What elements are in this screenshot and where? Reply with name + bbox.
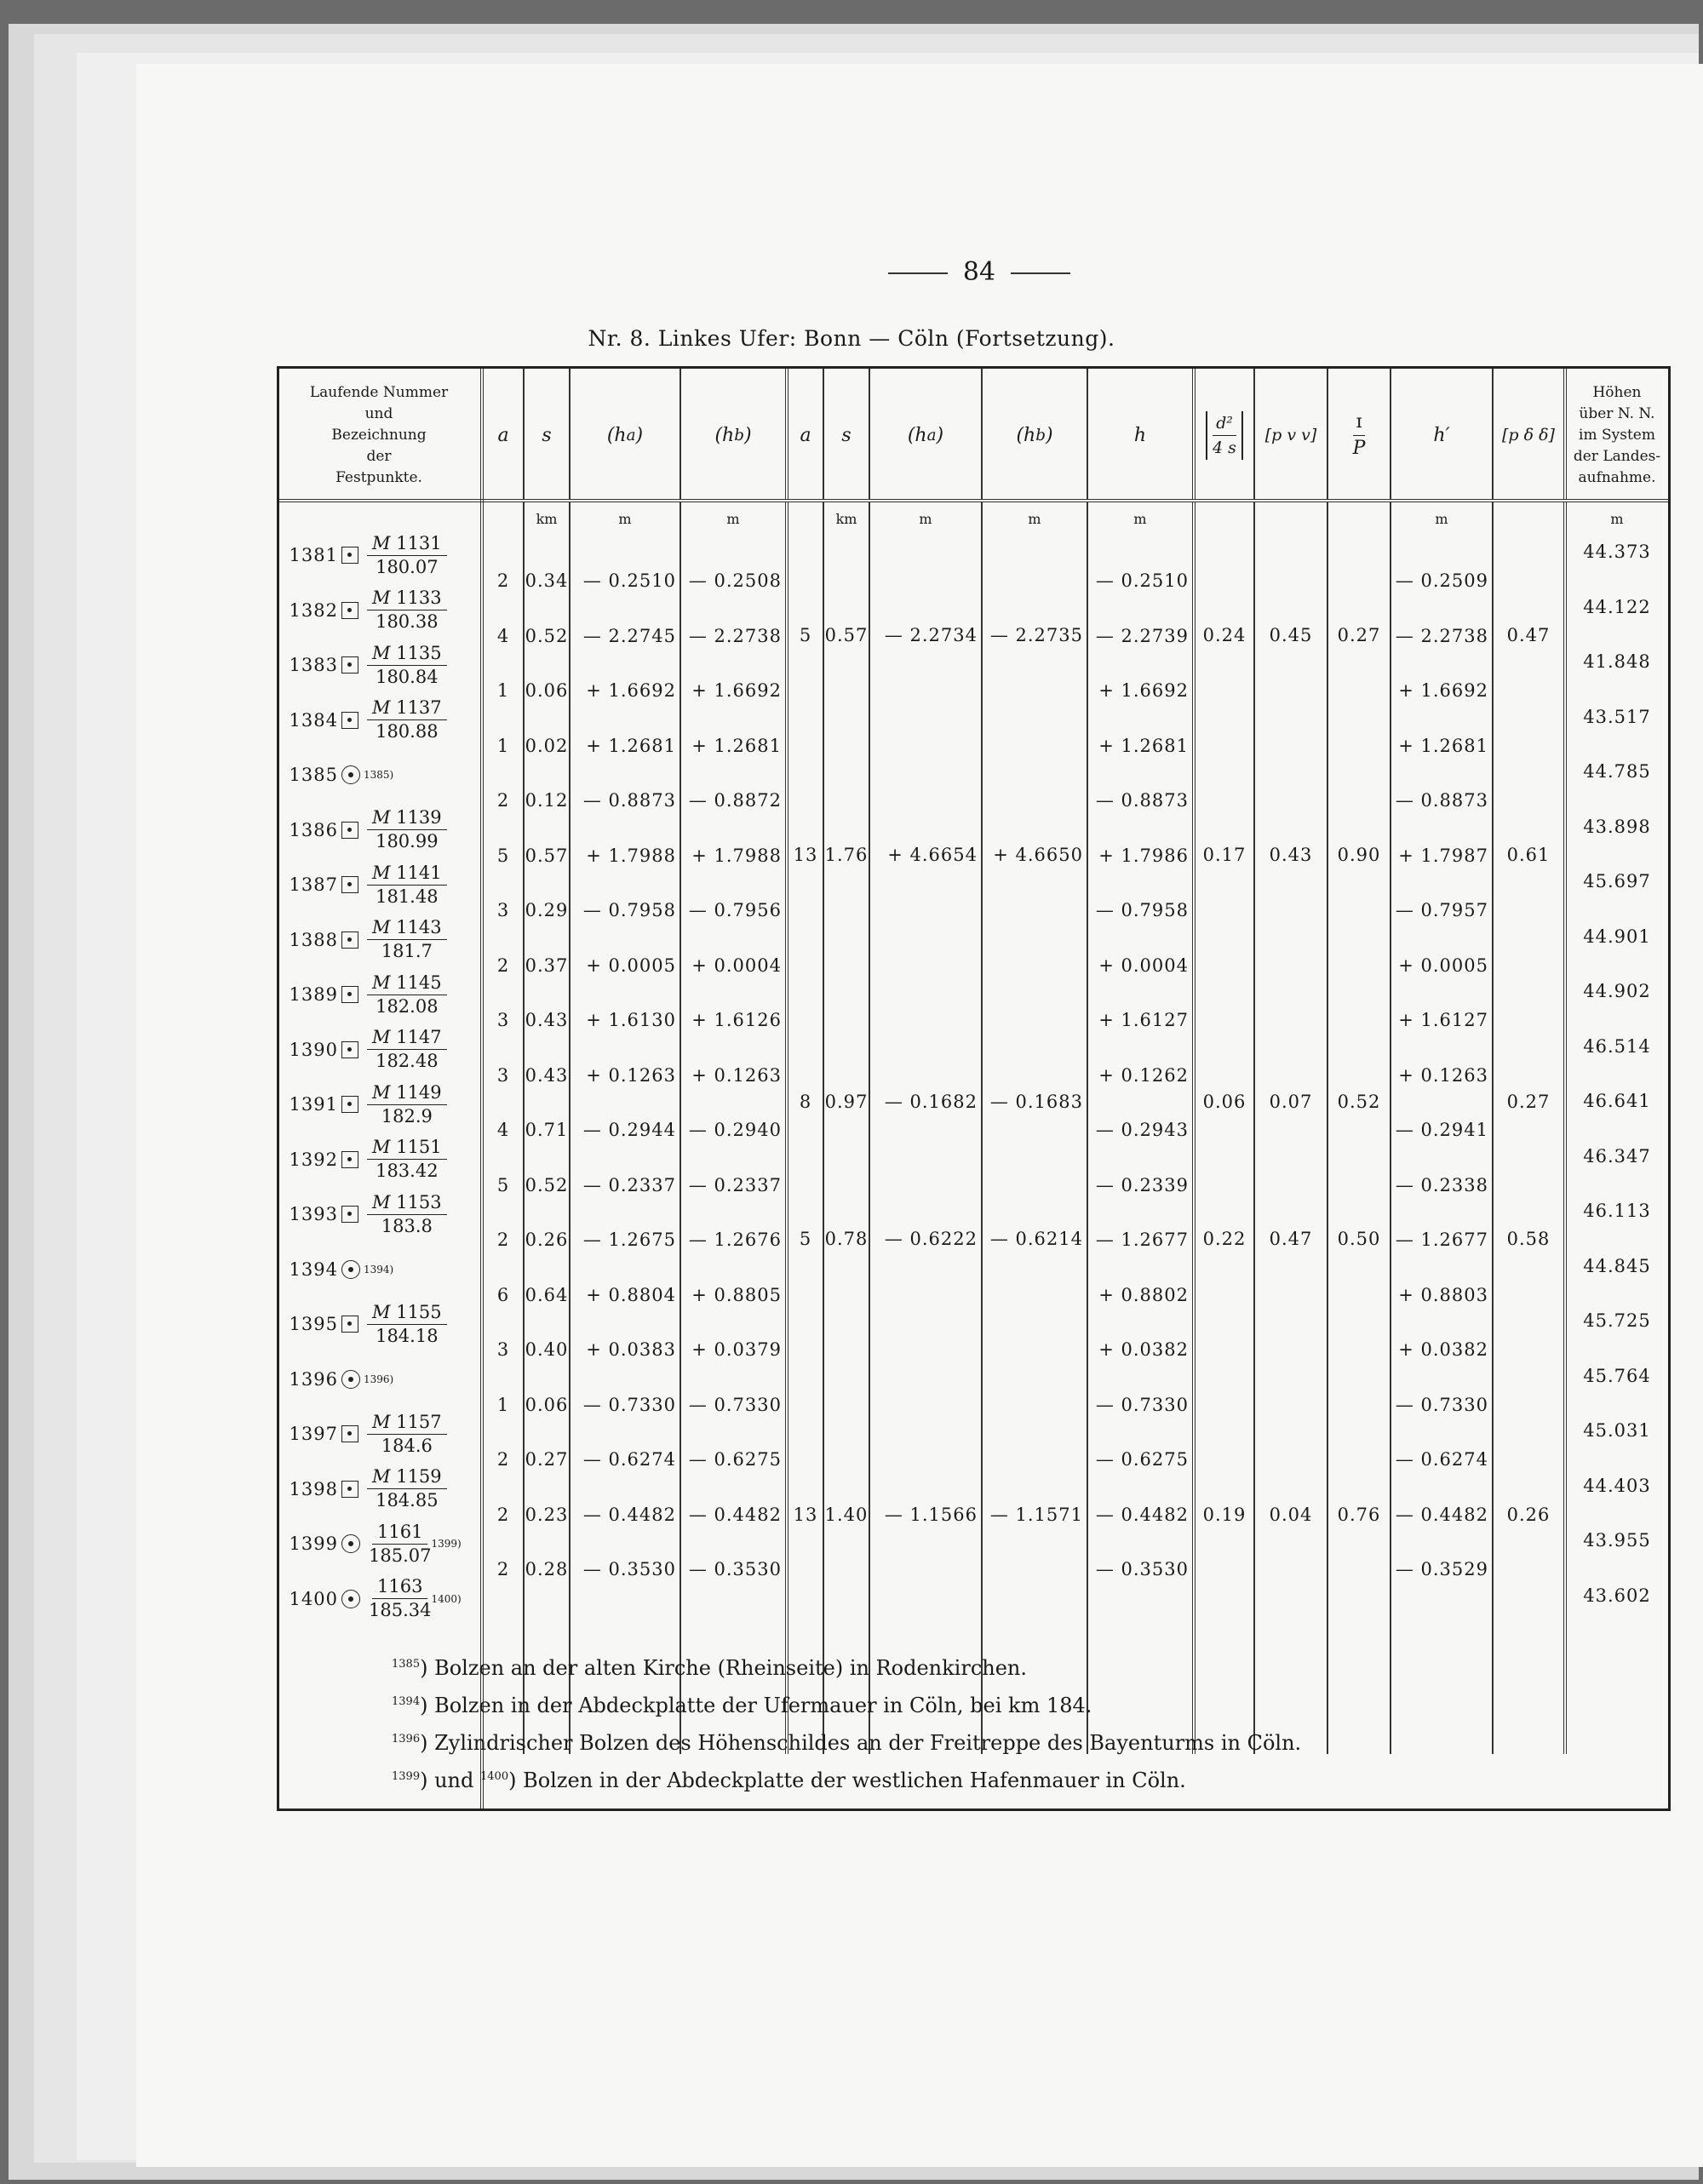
section-hb-value: + 0.8805	[691, 1284, 782, 1305]
group-a-value: 8	[799, 1092, 812, 1112]
group-d-value: 0.06	[1202, 1092, 1247, 1112]
section-h-value: + 0.1262	[1098, 1064, 1189, 1086]
section-s-value: 0.52	[525, 1174, 569, 1195]
header-a2: a	[800, 424, 811, 446]
section-a-value: 2	[496, 1449, 510, 1470]
footnote-ref: 1396)	[364, 1373, 394, 1385]
footnote: $^{1399}$) und $^{1400}$) Bolzen in der Abdeckplatte der westlichen Hafenmauer in Cöln.	[392, 1768, 1186, 1792]
point-label	[285, 585, 447, 636]
point-label	[285, 969, 447, 1020]
group-d-value: 0.24	[1202, 625, 1247, 645]
point-fraction: $\frac{M 1155}{184.18}$	[367, 1301, 447, 1348]
point-number: 1385	[289, 765, 338, 785]
hoehe-value: 44.902	[1583, 981, 1651, 1001]
section-s-value: 0.12	[525, 790, 569, 811]
hoehe-value: 45.725	[1583, 1310, 1651, 1331]
group-a-value: 5	[799, 625, 812, 645]
circle-marker-icon	[341, 1534, 360, 1553]
section-a-value: 1	[496, 1394, 510, 1415]
section-hb-value: + 1.6692	[691, 680, 782, 701]
footnote: $^{1396}$) Zylindrischer Bolzen des Höhenschildes an der Freitreppe des Bayenturms in Cöln.	[392, 1731, 1302, 1755]
footnote-ref: 1394)	[364, 1263, 394, 1275]
group-p-value: 0.76	[1337, 1505, 1381, 1525]
section-hb-value: — 0.7330	[688, 1394, 782, 1415]
point-number: 1395	[289, 1314, 338, 1334]
hoehe-value: 44.785	[1583, 761, 1651, 782]
section-a-value: 5	[496, 1174, 510, 1195]
box-marker-icon	[341, 1425, 358, 1442]
hoehe-value: 44.901	[1583, 926, 1651, 947]
hoehe-value: 43.517	[1583, 706, 1651, 727]
unit-hb2: m	[1028, 511, 1041, 527]
section-hp-value: — 0.7957	[1395, 900, 1488, 920]
section-ha-value: + 1.6130	[586, 1010, 676, 1030]
unit-s1: km	[536, 511, 558, 527]
circle-marker-icon	[341, 1260, 360, 1279]
col-rule	[1192, 502, 1196, 1754]
hoehe-value: 41.848	[1583, 651, 1651, 672]
point-number: 1400	[289, 1588, 338, 1609]
section-hp-value: — 0.2941	[1395, 1120, 1488, 1140]
section-s-value: 0.29	[525, 900, 569, 920]
section-hp-value: + 0.0005	[1398, 954, 1488, 976]
circle-marker-icon	[341, 1370, 360, 1389]
section-hp-value: + 1.6692	[1398, 680, 1488, 701]
col-rule	[1492, 502, 1494, 1754]
section-s-value: 0.52	[525, 625, 569, 646]
hoehe-value: 43.898	[1583, 816, 1651, 837]
section-hp-value: + 0.8803	[1398, 1284, 1488, 1305]
section-hb-value: — 0.7956	[688, 900, 782, 920]
point-label	[285, 1244, 393, 1295]
section-ha-value: — 0.8873	[582, 790, 676, 811]
section-ha-value: + 1.2681	[586, 735, 676, 756]
section-s-value: 0.28	[525, 1559, 569, 1579]
unit-ha1: m	[618, 511, 632, 527]
section-s-value: 0.23	[525, 1504, 569, 1525]
point-label	[285, 749, 393, 800]
group-pdd-value: 0.27	[1506, 1092, 1551, 1112]
point-number: 1397	[289, 1424, 338, 1444]
box-marker-icon	[341, 822, 358, 839]
section-s-value: 0.43	[525, 1010, 569, 1030]
point-fraction: $\frac{M 1153}{183.8}$	[367, 1191, 447, 1238]
section-s-value: 0.06	[525, 680, 569, 701]
section-ha-value: — 0.2337	[582, 1174, 676, 1195]
group-p-value: 0.52	[1337, 1092, 1381, 1112]
group-pdd-value: 0.58	[1506, 1229, 1551, 1249]
group-hb-value: — 0.1683	[989, 1092, 1083, 1112]
box-marker-icon	[341, 1151, 358, 1168]
box-marker-icon	[341, 1316, 358, 1333]
section-hp-value: — 0.8873	[1395, 790, 1488, 811]
circle-marker-icon	[341, 1590, 360, 1608]
section-hb-value: + 0.0379	[691, 1339, 782, 1360]
point-number: 1394	[289, 1258, 338, 1280]
box-marker-icon	[341, 1041, 358, 1058]
section-a-value: 2	[496, 1559, 510, 1579]
section-h-value: + 1.6127	[1098, 1010, 1189, 1030]
group-hb-value: — 1.1571	[989, 1505, 1083, 1525]
box-marker-icon	[341, 876, 358, 893]
point-number: 1382	[289, 599, 338, 621]
section-hb-value: — 2.2738	[688, 625, 782, 646]
section-a-value: 2	[496, 570, 510, 591]
point-fraction: $\frac{M 1131}{180.07}$	[367, 532, 447, 579]
header-a1: a	[497, 424, 509, 446]
group-d-value: 0.22	[1202, 1229, 1247, 1249]
group-s-value: 0.57	[824, 625, 869, 645]
section-a-value: 3	[496, 1064, 510, 1086]
footnote-ref: 1399)	[431, 1538, 462, 1550]
header-hprime: h′	[1433, 424, 1450, 446]
point-fraction: $\frac{M 1157}{184.6}$	[367, 1411, 447, 1458]
section-hp-value: + 1.2681	[1398, 735, 1488, 756]
section-s-value: 0.64	[525, 1284, 569, 1305]
group-ha-value: — 0.6222	[884, 1229, 978, 1249]
section-ha-value: — 0.7330	[582, 1394, 676, 1415]
header-s2: s	[841, 424, 852, 446]
group-p-value: 0.27	[1337, 625, 1381, 645]
hoehe-value: 45.031	[1583, 1420, 1651, 1441]
point-number: 1389	[289, 984, 338, 1005]
section-hb-value: — 0.2940	[688, 1120, 782, 1140]
footnote: $^{1394}$) Bolzen in der Abdeckplatte der Ufermauer in Cöln, bei km 184.	[392, 1694, 1092, 1717]
box-marker-icon	[341, 547, 358, 564]
header-rule	[279, 499, 1668, 502]
point-fraction: $\frac{1161}{185.07}$	[369, 1521, 432, 1566]
section-a-value: 2	[496, 790, 510, 811]
group-ha-value: — 2.2734	[884, 625, 978, 645]
hoehe-value: 46.113	[1583, 1201, 1651, 1221]
section-ha-value: — 1.2675	[582, 1230, 676, 1250]
section-s-value: 0.26	[525, 1230, 569, 1250]
section-hp-value: — 0.7330	[1395, 1394, 1488, 1415]
section-h-value: + 1.7986	[1098, 845, 1189, 866]
section-s-value: 0.43	[525, 1064, 569, 1086]
header-festpunkte: Laufende Nummer und Bezeichnung der Festpunkte.	[309, 383, 449, 486]
header-pdd: [p δ δ]	[1502, 426, 1555, 444]
section-hb-value: + 1.6126	[691, 1010, 782, 1030]
point-fraction: $\frac{M 1159}{184.85}$	[367, 1465, 447, 1512]
section-hp-value: + 0.1263	[1398, 1064, 1488, 1086]
group-pdd-value: 0.47	[1506, 625, 1551, 645]
point-number: 1392	[289, 1149, 338, 1170]
section-ha-value: + 0.0005	[586, 954, 676, 976]
group-pvv-value: 0.43	[1269, 845, 1313, 865]
point-fraction: $\frac{M 1137}{180.88}$	[367, 696, 447, 743]
section-s-value: 0.02	[525, 735, 569, 756]
group-pvv-value: 0.07	[1269, 1092, 1313, 1112]
section-a-value: 1	[496, 680, 510, 701]
footnote: $^{1385}$) Bolzen an der alten Kirche (Rheinseite) in Rodenkirchen.	[392, 1656, 1028, 1680]
group-ha-value: — 1.1566	[884, 1505, 978, 1525]
section-h-value: — 0.7958	[1095, 900, 1189, 920]
group-pvv-value: 0.45	[1269, 625, 1313, 645]
point-label	[285, 914, 447, 966]
group-s-value: 0.78	[824, 1229, 869, 1249]
point-label	[285, 1024, 447, 1075]
group-p-value: 0.90	[1337, 845, 1381, 865]
group-ha-value: + 4.6654	[887, 845, 978, 865]
group-s-value: 1.76	[824, 845, 869, 865]
point-label	[285, 639, 447, 691]
section-h-value: — 0.2339	[1095, 1174, 1189, 1195]
section-hp-value: — 0.2509	[1395, 570, 1488, 591]
col-rule	[869, 502, 870, 1754]
section-s-value: 0.34	[525, 570, 569, 591]
section-hb-value: — 0.6275	[688, 1449, 782, 1470]
point-label	[285, 1354, 393, 1405]
point-fraction: $\frac{1163}{185.34}$	[369, 1576, 432, 1620]
section-h-value: — 0.3530	[1095, 1559, 1189, 1579]
header-d2-4s: d² 4 s	[1196, 371, 1253, 499]
section-s-value: 0.71	[525, 1120, 569, 1140]
table-caption: Nr. 8. Linkes Ufer: Bonn — Cöln (Fortsetzung).	[588, 326, 1115, 351]
section-ha-value: — 0.7958	[582, 900, 676, 920]
point-label	[285, 859, 447, 910]
group-pdd-value: 0.61	[1506, 845, 1551, 865]
section-hp-value: — 0.6274	[1395, 1449, 1488, 1470]
section-a-value: 3	[496, 1339, 510, 1360]
point-number: 1399	[289, 1533, 338, 1554]
section-ha-value: + 0.1263	[586, 1064, 676, 1086]
section-hb-value: — 0.4482	[688, 1504, 782, 1525]
header-pvv: [p v v]	[1264, 426, 1317, 444]
circle-marker-icon	[341, 765, 360, 784]
section-hp-value: + 1.6127	[1398, 1010, 1488, 1030]
section-h-value: — 2.2739	[1095, 625, 1189, 646]
section-hb-value: + 1.7988	[691, 845, 782, 866]
section-h-value: + 0.0382	[1098, 1339, 1189, 1360]
header-hb2: (h b )	[1016, 424, 1053, 446]
box-marker-icon	[341, 1481, 358, 1498]
point-number: 1391	[289, 1094, 338, 1115]
point-number: 1383	[289, 655, 338, 675]
section-a-value: 4	[496, 1120, 510, 1140]
group-s-value: 1.40	[824, 1505, 869, 1525]
section-ha-value: + 1.7988	[586, 845, 676, 866]
section-s-value: 0.06	[525, 1394, 569, 1415]
section-hp-value: — 0.2338	[1395, 1174, 1488, 1195]
hoehe-value: 45.697	[1583, 871, 1651, 891]
col-rule	[1563, 502, 1567, 1754]
point-fraction: $\frac{M 1135}{180.84}$	[367, 642, 447, 689]
section-ha-value: — 0.2944	[582, 1120, 676, 1140]
point-label	[285, 1464, 447, 1515]
point-number: 1396	[289, 1368, 338, 1390]
point-label	[285, 695, 447, 746]
box-marker-icon	[341, 986, 358, 1003]
group-a-value: 5	[799, 1229, 812, 1249]
group-d-value: 0.17	[1202, 845, 1247, 865]
point-fraction: $\frac{M 1151}{183.42}$	[367, 1136, 447, 1183]
group-hb-value: — 2.2735	[989, 625, 1083, 645]
unit-hprime: m	[1435, 511, 1448, 527]
unit-h: m	[1133, 511, 1147, 527]
col-rule	[981, 502, 983, 1754]
section-hb-value: + 0.1263	[691, 1064, 782, 1086]
section-a-value: 2	[496, 954, 510, 976]
group-d-value: 0.19	[1202, 1505, 1247, 1525]
section-ha-value: — 0.2510	[582, 570, 676, 591]
box-marker-icon	[341, 712, 358, 729]
header-ha2: (h a )	[907, 424, 944, 446]
unit-hoehen: m	[1610, 511, 1624, 527]
point-number: 1381	[289, 545, 338, 565]
box-marker-icon	[341, 931, 358, 949]
section-a-value: 3	[496, 900, 510, 920]
section-hp-value: — 1.2677	[1395, 1230, 1488, 1250]
section-h-value: — 0.4482	[1095, 1504, 1189, 1525]
section-hb-value: + 0.0004	[691, 954, 782, 976]
hoehe-value: 46.641	[1583, 1091, 1651, 1111]
point-number: 1390	[289, 1039, 338, 1060]
unit-hb1: m	[726, 511, 740, 527]
group-a-value: 13	[793, 845, 818, 865]
section-h-value: — 0.2510	[1095, 570, 1189, 591]
box-marker-icon	[341, 602, 358, 619]
group-a-value: 13	[793, 1505, 818, 1525]
section-h-value: — 1.2677	[1095, 1230, 1189, 1250]
point-number: 1388	[289, 929, 338, 950]
point-label	[285, 805, 447, 856]
point-fraction: $\frac{M 1147}{182.48}$	[367, 1026, 447, 1073]
point-number: 1398	[289, 1478, 338, 1499]
hoehe-value: 44.845	[1583, 1255, 1651, 1276]
point-fraction: $\frac{M 1139}{180.99}$	[367, 806, 447, 853]
section-ha-value: — 0.4482	[582, 1504, 676, 1525]
section-a-value: 6	[496, 1284, 510, 1305]
unit-ha2: m	[919, 511, 932, 527]
group-s-value: 0.97	[824, 1092, 869, 1112]
hoehe-value: 44.373	[1583, 542, 1651, 562]
point-fraction: $\frac{M 1133}{180.38}$	[367, 587, 447, 633]
hoehe-value: 44.403	[1583, 1475, 1651, 1496]
point-number: 1384	[289, 709, 338, 731]
section-hb-value: — 0.2337	[688, 1174, 782, 1195]
group-pdd-value: 0.26	[1506, 1505, 1551, 1525]
point-label	[285, 1079, 447, 1130]
point-fraction: $\frac{M 1141}{181.48}$	[367, 862, 447, 909]
box-marker-icon	[341, 1206, 358, 1223]
section-ha-value: — 0.6274	[582, 1449, 676, 1470]
section-hb-value: + 1.2681	[691, 735, 782, 756]
group-hb-value: — 0.6214	[989, 1229, 1083, 1249]
footnotes	[392, 1648, 1301, 1797]
point-label	[285, 1189, 447, 1240]
section-ha-value: + 0.0383	[586, 1339, 676, 1360]
hoehe-value: 46.514	[1583, 1035, 1651, 1057]
point-label	[285, 1134, 447, 1185]
section-h-value: — 0.6275	[1095, 1449, 1189, 1470]
group-ha-value: — 0.1682	[884, 1092, 978, 1112]
section-s-value: 0.57	[525, 845, 569, 866]
section-a-value: 4	[496, 625, 510, 646]
section-h-value: + 1.2681	[1098, 735, 1189, 756]
section-a-value: 5	[496, 845, 510, 866]
section-hp-value: + 1.7987	[1398, 845, 1488, 866]
section-ha-value: + 1.6692	[586, 680, 676, 701]
point-label	[285, 1574, 462, 1625]
group-pvv-value: 0.04	[1269, 1505, 1313, 1525]
col-rule	[785, 502, 788, 1754]
point-fraction: $\frac{M 1143}{181.7}$	[367, 916, 447, 963]
point-number: 1386	[289, 819, 338, 840]
point-label	[285, 1518, 462, 1569]
unit-s2: km	[835, 511, 857, 527]
point-fraction: $\frac{M 1149}{182.9}$	[367, 1081, 447, 1128]
section-h-value: + 1.6692	[1098, 680, 1189, 701]
col-rule	[1327, 502, 1328, 1754]
section-hb-value: — 0.8872	[688, 790, 782, 811]
group-pvv-value: 0.47	[1269, 1229, 1313, 1249]
point-label	[285, 1298, 447, 1350]
group-hb-value: + 4.6650	[993, 845, 1083, 865]
section-h-value: + 0.0004	[1098, 954, 1189, 976]
hoehe-value: 43.955	[1583, 1530, 1651, 1551]
section-h-value: — 0.2943	[1095, 1120, 1189, 1140]
page-number: 84	[869, 257, 1090, 287]
section-a-value: 3	[496, 1010, 510, 1030]
section-ha-value: — 0.3530	[582, 1559, 676, 1579]
hoehe-value: 43.602	[1583, 1585, 1651, 1606]
hoehe-value: 46.347	[1583, 1145, 1651, 1167]
section-hp-value: + 0.0382	[1398, 1339, 1488, 1360]
point-fraction: $\frac{M 1145}{182.08}$	[367, 972, 447, 1018]
point-label	[285, 530, 447, 581]
section-hb-value: — 0.2508	[688, 570, 782, 591]
section-hp-value: — 0.3529	[1395, 1559, 1488, 1579]
section-h-value: + 0.8802	[1098, 1284, 1189, 1305]
section-hp-value: — 0.4482	[1395, 1504, 1488, 1525]
section-a-value: 2	[496, 1504, 510, 1525]
col-rule	[823, 502, 824, 1754]
hoehe-value: 45.764	[1583, 1365, 1651, 1386]
point-number: 1393	[289, 1204, 338, 1224]
col-rule	[1253, 502, 1255, 1754]
point-label	[285, 1408, 447, 1459]
section-h-value: — 0.8873	[1095, 790, 1189, 811]
section-s-value: 0.27	[525, 1449, 569, 1470]
box-marker-icon	[341, 656, 358, 674]
section-hp-value: — 2.2738	[1395, 625, 1488, 646]
section-s-value: 0.40	[525, 1339, 569, 1360]
section-hb-value: — 1.2676	[688, 1230, 782, 1250]
section-h-value: — 0.7330	[1095, 1394, 1189, 1415]
point-number: 1387	[289, 874, 338, 895]
header-hb1: (h b )	[714, 424, 752, 446]
footnote-ref: 1400)	[431, 1592, 462, 1605]
section-ha-value: + 0.8804	[586, 1284, 676, 1305]
group-p-value: 0.50	[1337, 1229, 1381, 1249]
section-ha-value: — 2.2745	[582, 625, 676, 646]
footnote-ref: 1385)	[364, 769, 394, 781]
header-1-over-p: ɪ P	[1352, 410, 1366, 459]
section-a-value: 1	[496, 735, 510, 756]
hoehe-value: 44.122	[1583, 596, 1651, 617]
header-hoehen: Höhen über N. N. im System der Landes- aufnahme.	[1573, 383, 1661, 486]
section-a-value: 2	[496, 1230, 510, 1250]
section-hb-value: — 0.3530	[688, 1559, 782, 1579]
header-h: h	[1133, 424, 1147, 446]
header-s1: s	[542, 424, 552, 446]
box-marker-icon	[341, 1096, 358, 1113]
section-s-value: 0.37	[525, 954, 569, 976]
header-ha1: (h a )	[606, 424, 644, 446]
